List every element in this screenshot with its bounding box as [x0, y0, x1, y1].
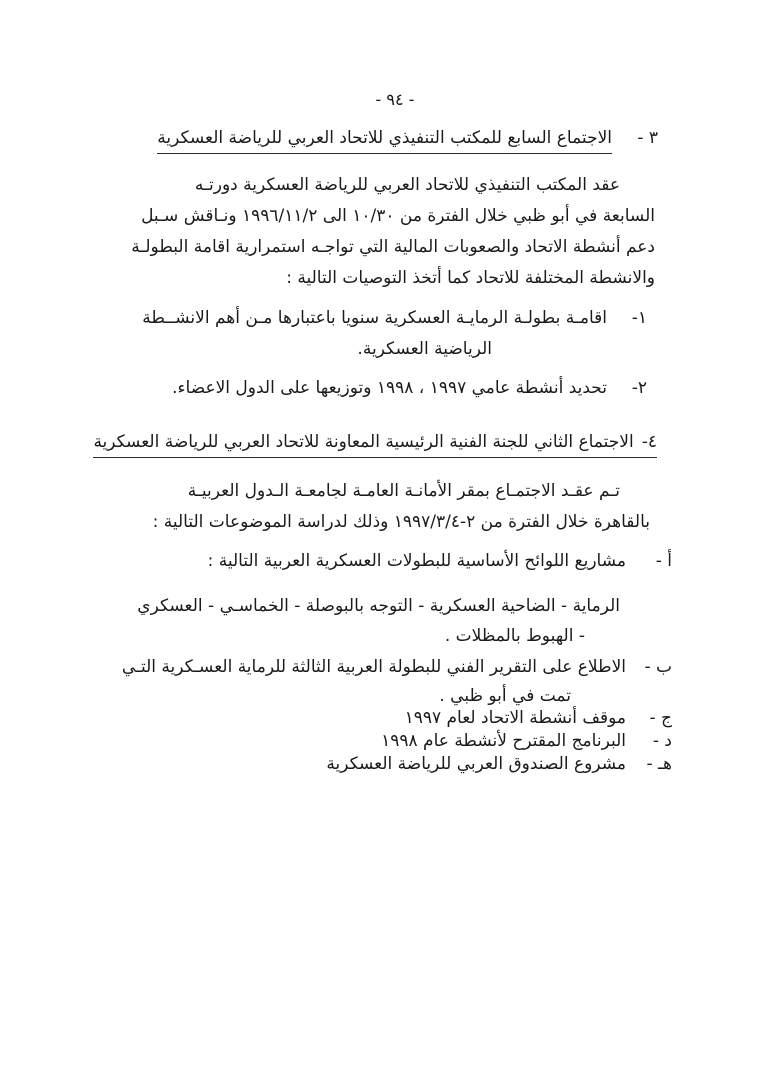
list-item-a	[208, 546, 672, 577]
list-item-line: تحديد أنشطة عامي ١٩٩٧ ، ١٩٩٨ وتوزيعها على الدول الاعضاء.	[172, 378, 607, 398]
paragraph-line: تـم عقـد الاجتمـاع بمقر الأمانـة العامـة لجامعـة الـدول العربيـة	[187, 481, 620, 501]
page-number: - ٩٤ -	[375, 90, 415, 109]
section-4-heading	[93, 432, 657, 458]
list-item-d-marker: د -	[652, 731, 672, 751]
list-item-c	[405, 707, 672, 730]
section-4-paragraph	[60, 476, 650, 538]
list-item-2	[172, 373, 647, 404]
paragraph-line: بالقاهرة خلال الفترة من ٢-١٩٩٧/٣/٤ وذلك لدراسة الموضوعات التالية :	[152, 512, 650, 532]
list-item-line: تمت في أبو ظبي .	[439, 686, 571, 706]
list-item-1	[142, 303, 647, 365]
list-item-d	[381, 730, 672, 753]
list-item-b-text	[122, 653, 626, 711]
section-3-number: ٣ -	[637, 128, 658, 148]
list-item-e	[326, 753, 672, 776]
section-4-number: ٤-	[641, 432, 657, 452]
paragraph-line: عقد المكتب التنفيذي للاتحاد العربي للرياضة العسكرية دورتـه	[194, 175, 620, 195]
section-3-paragraph	[60, 170, 655, 294]
list-item-line: اقامـة بطولـة الرمايـة العسكرية سنويا باعتبارها مـن أهم الانشــطة	[142, 308, 607, 328]
paragraph-line: السابعة في أبو ظبي خلال الفترة من ١٠/٣٠ الى ١٩٩٦/١١/٢ ونـاقش سـبل	[141, 206, 655, 226]
list-item-2-text	[172, 373, 607, 404]
list-item-1-text	[142, 303, 607, 365]
list-item-line: الرياضية العسكرية.	[357, 339, 492, 359]
paragraph-line: دعم أنشطة الاتحاد والصعوبات المالية التي تواجـه استمرارية اقامة البطولـة	[131, 237, 655, 257]
list-item-1-marker: ١-	[631, 308, 647, 328]
paragraph-line: والانشطة المختلفة للاتحاد كما أتخذ التوصيات التالية :	[286, 268, 655, 288]
section-3-title: الاجتماع السابع للمكتب التنفيذي للاتحاد العربي للرياضة العسكرية	[157, 128, 612, 154]
list-item-e-text: مشروع الصندوق العربي للرياضة العسكرية	[326, 754, 626, 774]
sports-list-line: - الهبوط بالمظلات .	[444, 626, 585, 646]
list-item-d-text: البرنامج المقترح لأنشطة عام ١٩٩٨	[381, 731, 626, 751]
list-item-2-marker: ٢-	[631, 378, 647, 398]
list-item-c-text: موقف أنشطة الاتحاد لعام ١٩٩٧	[404, 708, 626, 728]
list-item-a-marker: أ -	[655, 551, 672, 571]
sports-list-line: الرماية - الضاحية العسكرية - التوجه بالبوصلة - الخماسـي - العسكري	[137, 596, 620, 616]
list-item-c-marker: ج -	[649, 708, 672, 728]
list-item-b-marker: ب -	[644, 657, 672, 677]
list-item-line: الاطلاع على التقرير الفني للبطولة العربية الثالثة للرماية العسـكرية التـي	[121, 657, 626, 677]
list-item-b	[122, 653, 672, 711]
list-item-e-marker: هـ -	[646, 754, 672, 774]
section-3-heading	[157, 128, 658, 154]
list-item-a-text: مشاريع اللوائح الأساسية للبطولات العسكرية العربية التالية :	[207, 551, 626, 571]
section-4-title: الاجتماع الثاني للجنة الفنية الرئيسية المعاونة للاتحاد العربي للرياضة العسكرية	[93, 432, 634, 452]
